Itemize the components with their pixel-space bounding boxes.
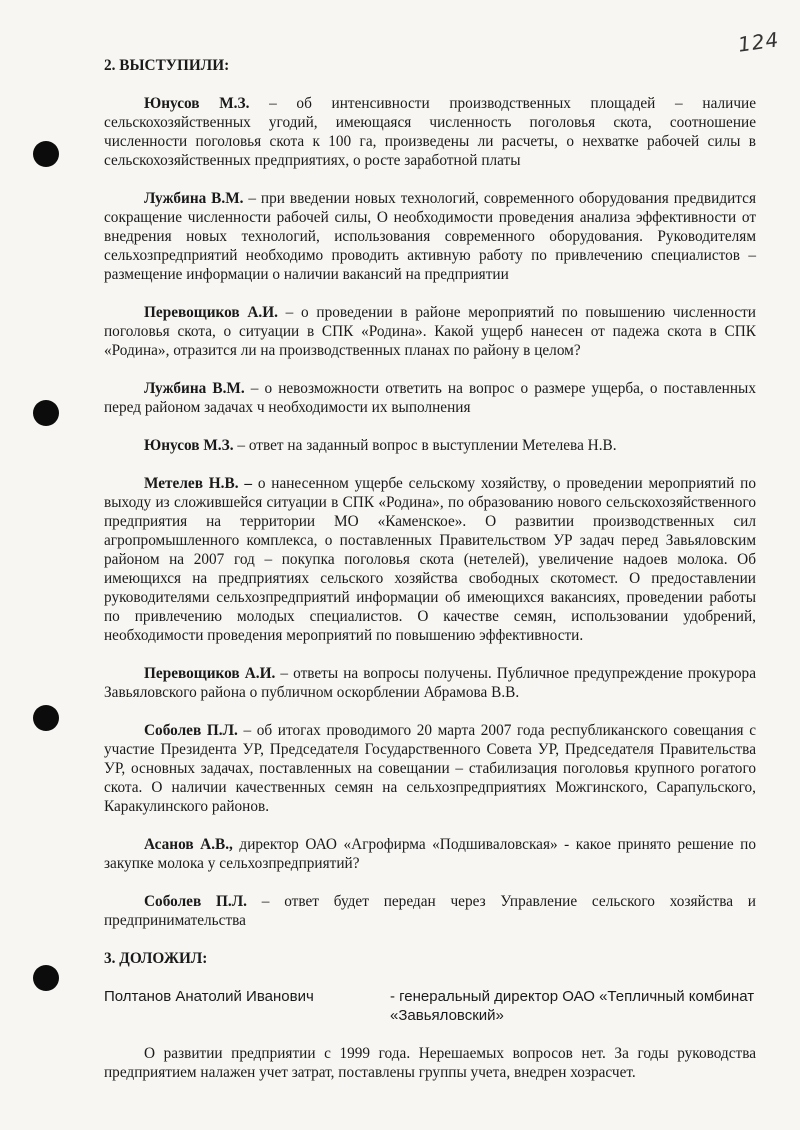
speech-paragraph bbox=[104, 436, 756, 455]
speaker-name: Метелев Н.В. – bbox=[144, 475, 252, 492]
speech-paragraph bbox=[104, 379, 756, 417]
speech-text: – ответы на вопросы получены. Публичное предупреждение прокурора Завьяловского района о публичном оскорблении Абрамова В.В. bbox=[104, 665, 757, 701]
speaker-name: Юнусов М.З. bbox=[144, 95, 250, 112]
speech-paragraph bbox=[104, 189, 756, 284]
speech-paragraph bbox=[104, 664, 756, 702]
speech-text: – о проведении в районе мероприятий по повышению численности поголовья скота, о ситуации в СПК «Родина». Какой ущерб нанесен от падежа скота в СПК «Родина», отразится ли на производственных планах по району в целом? bbox=[104, 304, 756, 359]
speech-text: – ответ на заданный вопрос в выступлении Метелева Н.В. bbox=[233, 437, 617, 454]
speaker-name: Соболев П.Л. bbox=[144, 722, 238, 739]
speech-text: – об итогах проводимого 20 марта 2007 года республиканского совещания с участие Президента УР, Председателя Государственного Совета УР, Председателя Правительства УР, основных задачах, поставленных на совещании – стабилизация поголовья крупного рогатого скота. О наличии качественных семян на сельхозпредприятиях Можгинского, Сарапульского, Каракулинского районов. bbox=[104, 722, 756, 815]
reporter-name: Полтанов Анатолий Иванович bbox=[104, 988, 314, 1005]
speaker-name: Юнусов М.З. bbox=[144, 437, 234, 454]
speaker-name: Лужбина В.М. bbox=[144, 190, 244, 207]
speech-text: о нанесенном ущербе сельскому хозяйству, о проведении мероприятий по выходу из сложившейся ситуации в СПК «Родина», по образованию нового сельскохозяйственного предприятия на территории МО «Каменское». О развитии производственных сил агропромышленного комплекса, о поставленных Правительством УР задач перед Завьяловским районом на 2007 год – покупка поголовья скота (нетелей), увеличение надоев молока. Об имеющихся на предприятиях сельского хозяйства свободных скотомест. О предоставлении руководителями сельхозпредприятий информации об имеющихся вакансиях, проведении работы по привлечению молодых специалистов. О качестве семян, использовании удобрений, необходимости проведения мероприятий по повышению эффективности. bbox=[104, 475, 757, 644]
punch-hole bbox=[33, 400, 59, 426]
page-number: 124 bbox=[736, 27, 781, 57]
speech-text: – ответ будет передан через Управление сельского хозяйства и предпринимательства bbox=[104, 893, 756, 929]
speaker-name: Асанов А.В., bbox=[144, 836, 233, 853]
speech-text: – при введении новых технологий, современного оборудования предвидится сокращение численности рабочей силы, О необходимости проведения анализа эффективности от внедрения новых технологий, использования современного оборудования. Руководителям сельхозпредприятий необходимо проводить активную работу по привлечению специалистов – размещение информации о наличии вакансий на предприятии bbox=[104, 190, 756, 283]
reporter-role: - генеральный директор ОАО «Тепличный комбинат «Завьяловский» bbox=[390, 988, 755, 1024]
speech-paragraph bbox=[104, 94, 756, 170]
speaker-name: Соболев П.Л. bbox=[144, 893, 247, 910]
speech-paragraph bbox=[104, 721, 756, 816]
punch-hole bbox=[33, 141, 59, 167]
section-heading-spoke: 2. ВЫСТУПИЛИ: bbox=[104, 57, 230, 74]
document-body bbox=[104, 56, 756, 1082]
speaker-name: Перевощиков А.И. bbox=[144, 304, 278, 321]
punch-hole bbox=[33, 705, 59, 731]
speech-paragraph bbox=[104, 892, 756, 930]
speech-paragraph bbox=[104, 303, 756, 360]
section-heading-reported: 3. ДОЛОЖИЛ: bbox=[104, 950, 208, 967]
punch-hole bbox=[33, 965, 59, 991]
speaker-name: Перевощиков А.И. bbox=[144, 665, 276, 682]
speech-text: – о невозможности ответить на вопрос о размере ущерба, о поставленных перед районом задачах ч необходимости их выполнения bbox=[104, 380, 756, 416]
speech-text: директор ОАО «Агрофирма «Подшиваловская» - какое принято решение по закупке молока у сельхозпредприятий? bbox=[104, 836, 756, 872]
speech-paragraph bbox=[104, 835, 756, 873]
speaker-name: Лужбина В.М. bbox=[144, 380, 245, 397]
report-paragraph: О развитии предприятии с 1999 года. Нерешаемых вопросов нет. За годы руководства предприятием налажен учет затрат, поставлены группы учета, внедрен хозрасчет. bbox=[104, 1045, 756, 1081]
speech-text: – об интенсивности производственных площадей – наличие сельскохозяйственных угодий, имеющаяся численность поголовья скота, соотношение численности поголовья скота к 100 га, произведены ли расчеты, о нехватке рабочей силы в сельскохозяйственных предприятиях, о росте заработной платы bbox=[104, 95, 756, 169]
speech-paragraph bbox=[104, 474, 756, 645]
reporter-row bbox=[104, 987, 756, 1025]
